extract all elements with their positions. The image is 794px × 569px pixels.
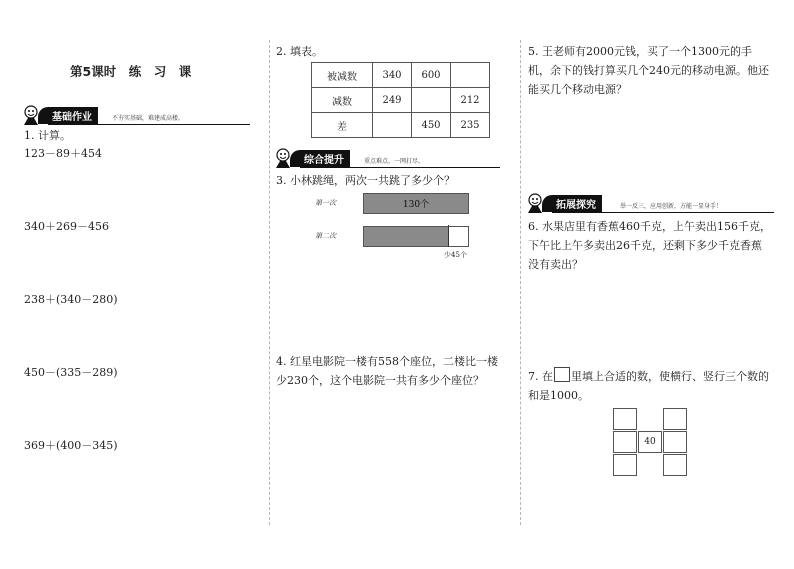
column-divider-right [520, 40, 521, 525]
q1-item: 123－89＋454 [24, 147, 102, 160]
difference-label: 少45个 [444, 251, 467, 259]
first-bar-label: 130个 [402, 200, 430, 210]
q1-item: 450－(335－289) [24, 366, 118, 379]
table-cell[interactable] [373, 113, 412, 138]
first-bar [363, 193, 469, 214]
lesson-title: 第5课时 练 习 课 [70, 64, 192, 79]
q3-prompt: 3. 小林跳绳，两次一共跳了多少个？ [276, 174, 455, 187]
section-label: 综合提升 [290, 150, 350, 167]
section-header-extension [524, 191, 774, 215]
section-header-combined [272, 146, 500, 170]
q1-prompt: 1. 计算。 [24, 129, 71, 142]
grid-cell[interactable] [663, 408, 687, 430]
center-value: 40 [644, 437, 656, 447]
q1-item: 238＋(340－280) [24, 293, 118, 306]
q2-prompt: 2. 填表。 [276, 45, 323, 58]
section-slogan: 重点难点，一网打尽。 [364, 158, 425, 165]
section-slogan: 举一反三，应用创新，方能一显身手！ [620, 203, 723, 210]
q1-item: 369＋(400－345) [24, 439, 118, 452]
fill-table [311, 62, 490, 138]
table-cell: 被减数 [312, 63, 373, 88]
section-slogan: 不夯实基础，难建成高楼。 [112, 115, 185, 122]
q7-text [528, 367, 772, 405]
q7-text-before: 7. 在 [528, 370, 553, 383]
grid-cell[interactable] [613, 408, 637, 430]
grid-cell[interactable] [663, 454, 687, 476]
section-header-basic [20, 103, 250, 127]
column-divider-left [269, 40, 270, 525]
q1-item: 340＋269－456 [24, 220, 109, 233]
grid-cell[interactable] [613, 454, 637, 476]
table-cell: 235 [451, 113, 490, 138]
table-cell[interactable] [451, 63, 490, 88]
table-cell: 减数 [312, 88, 373, 113]
grid-center-cell [638, 431, 662, 453]
difference-marker [448, 225, 449, 247]
q7-text-after: 里填上合适的数，使横行、竖行三个数的和是1000。 [528, 370, 769, 402]
grid-cell[interactable] [613, 431, 637, 453]
section-label: 拓展探究 [542, 195, 602, 212]
q4-text: 4. 红星电影院一楼有558个座位，二楼比一楼少230个，这个电影院一共有多少个座位？ [276, 355, 498, 387]
first-row-label: 第一次 [315, 199, 336, 207]
q6-text: 6. 水果店里有香蕉460千克，上午卖出156千克，下午比上午多卖出26千克，还剩下多少千克香蕉没有卖出？ [528, 220, 771, 271]
second-row-label: 第二次 [315, 232, 336, 240]
blank-box-icon [554, 367, 570, 382]
table-cell: 249 [373, 88, 412, 113]
table-cell: 212 [451, 88, 490, 113]
section-label: 基础作业 [38, 107, 98, 124]
grid-cell[interactable] [663, 431, 687, 453]
second-bar-fill [364, 227, 448, 246]
table-cell: 340 [373, 63, 412, 88]
table-cell: 600 [412, 63, 451, 88]
table-cell: 450 [412, 113, 451, 138]
table-cell[interactable] [412, 88, 451, 113]
q5-text: 5. 王老师有2000元钱，买了一个1300元的手机，余下的钱打算买几个240元的移动电源。他还能买几个移动电源？ [528, 45, 769, 96]
table-cell: 差 [312, 113, 373, 138]
